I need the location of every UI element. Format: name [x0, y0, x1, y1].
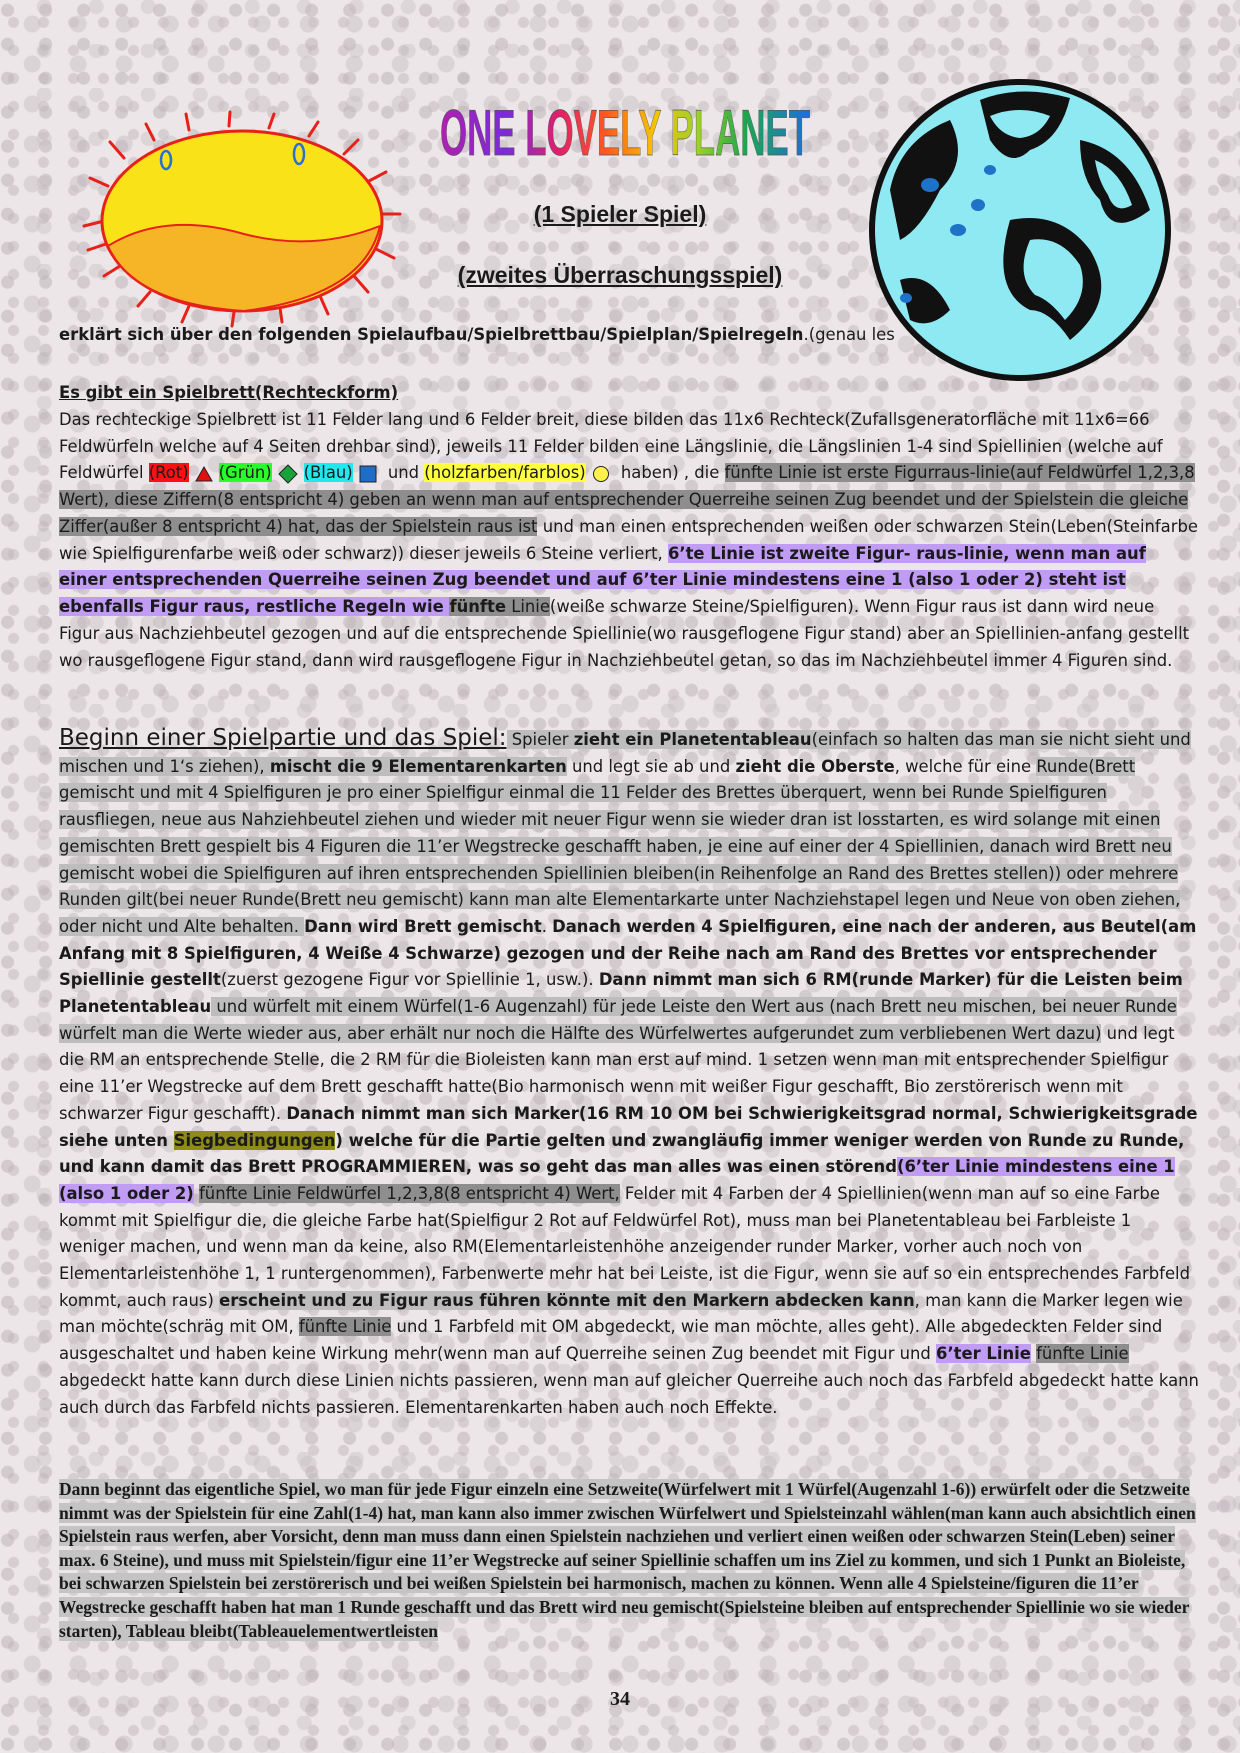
- intro-rest: .(genau les: [803, 325, 895, 344]
- intro-bold: erklärt sich über den folgenden Spielaufbau/Spielbrettbau/Spielplan/Spielregeln: [59, 325, 804, 344]
- highlight-6ter-linie: (6’ter Linie mindestens eine 1 (also 1 oder 2): [59, 1157, 1175, 1203]
- color-label-holz: (holzfarben/farblos): [424, 463, 586, 483]
- one-lovely-planet-logo: [430, 88, 820, 170]
- yellow-circle-icon: [592, 465, 610, 483]
- svg-text:ONE LOVELY PLANET: ONE LOVELY PLANET: [440, 96, 811, 170]
- highlight-fuenfte-linie-wert: fünfte Linie Feldwürfel 1,2,3,8(8 entspricht 4) Wert,: [199, 1183, 620, 1203]
- text-run: und 1 Farbfeld mit OM abgedeckt, wie man möchte, alles geht). Alle abgedeckten Felder sind ausgeschaltet und haben keine Wirkung mehr(wenn man auf Querreihe seinen Zug beendet mit Figur und: [59, 1317, 1163, 1364]
- color-label-gruen: (Grün): [218, 463, 272, 483]
- text-run: (weiße schwarze Steine/Spielfiguren). Wenn Figur raus ist dann wird neue Figur aus Nachziehbeutel gezogen und auf die entsprechende Spiellinie(wo rausgeflogene Figur stand) aber an Spiellinien-anfang gestellt wo rausgeflogene Figur stand, dann wird rausgeflogene Figur in Nachziehbeutel getan, so das im Nachziehbeutel immer 4 Figuren sind.: [59, 597, 1190, 670]
- green-diamond-icon: [278, 464, 298, 484]
- highlight-fuenfte-linie: fünfte Linie ist erste Figurraus-linie(auf Feldwürfel 1,2,3,8 Wert), diese Ziffern(8 entspricht 4) geben an wenn man auf entsprechender Querreihe seinen Zug beendet und der Spielstein die gleiche Ziffer(außer 8 entspricht 4) hat, das der Spielstein raus ist: [59, 463, 1195, 536]
- section-heading-spielbrett: Es gibt ein Spielbrett(Rechteckform): [59, 383, 399, 402]
- text-run: haben) , die: [615, 463, 725, 483]
- highlight-6te-linie: 6’te Linie ist zweite Figur- raus-linie, wenn man auf einer entsprechenden Querreihe seinen Zug beendet und auf 6’ter Linie mindestens eine 1 (also 1 oder 2) steht ist ebenfalls Figur raus, restliche Regeln wie: [59, 543, 1146, 616]
- text-run: und würfelt mit einem Würfel(1-6 Augenzahl) für jede Leiste den Wert aus (nach Brett neu mischen, bei neuer Runde würfelt man die Werte wieder aus, aber erhält nur noch die Hälfte des Würfelwertes aufgerundet zum verbliebenen Wert dazu): [59, 997, 1177, 1043]
- text-run: oder mehrere Runden gilt(bei neuer Runde(Brett neu gemischt) kann man alte Elementarkarte unter Nachziehstapel legen und Neue von oben ziehen, oder nicht und Alte behalten.: [59, 863, 1181, 936]
- paragraph-eigentliches-spiel: [59, 1478, 1199, 1643]
- highlight-fuenfte-linie-3: fünfte Linie: [1036, 1344, 1129, 1364]
- color-label-rot: (Rot): [148, 463, 189, 483]
- text-run: , welche für eine: [894, 756, 1037, 776]
- text-run: Runde(Brett gemischt und mit 4 Spielfiguren je pro einer Spielfigur einmal die 11 Felder des Brettes überquert, wenn bei Runde Spielfiguren rausfliegen, neue aus Nahziehbeutel ziehen und wieder mit neuer Figur wenn sie wieder dran ist losstarten, es wird solange mit einen gemischten Brett gespielt bis 4 Figuren die 11’er Wegstrecke geschafft haben, je eine auf einer der 4 Spiellinien, danach wird Brett neu gemischt wobei die Spielfiguren auf ihren entsprechenden Spiellinien bleiben(in Reihenfolge an Rand des Brettes stellen)): [59, 756, 1172, 883]
- paragraph-spielpartie: [59, 725, 1199, 1421]
- intro-line: [59, 322, 1199, 349]
- text-run: und legt sie ab und: [566, 756, 736, 776]
- text-run: Danach werden 4 Spielfiguren, eine nach der anderen, aus Beutel(am Anfang mit 8 Spielfiguren, 4 Weiße 4 Schwarze) gezogen und der Reihe nach am Rand des Brettes vor entsprechender Spiellinie gestellt: [59, 916, 1197, 990]
- text-run: erscheint und zu Figur raus führen könnte mit den Markern abdecken kann: [219, 1290, 915, 1310]
- text-run: , man kann die Marker legen wie man möchte(schräg mit OM,: [59, 1290, 1183, 1337]
- text-run: ) welche für die Partie gelten und zwangläufig immer weniger werden von Runde zu Runde, und kann damit das Brett PROGRAMMIEREN, was so geht das man alles was einen störend: [59, 1130, 1185, 1177]
- text-run: Dann wird Brett gemischt: [304, 916, 542, 936]
- blue-square-icon: [359, 465, 377, 483]
- text-run: zieht ein Planetentableau: [573, 730, 812, 749]
- text-run: Dann nimmt man sich 6 RM(runde Marker) für die Leisten beim Planetentableau: [59, 970, 1183, 1017]
- serif-paragraph-text: Dann beginnt das eigentliche Spiel, wo man für jede Figur einzeln eine Setzweite(Würfelwert mit 1 Würfel(Augenzahl 1-6)) erwürfelt oder die Setzweite nimmt was der Spielstein für eine Zahl(1-4) hat, man kann also immer zwischen Würfelwert und Spielsteinzahl wählen(man kann auch absichtlich einen Spielstein raus werfen, aber Vorsicht, denn man muss dann einen Spielstein nachziehen und verliert einen weißen oder schwarzen Stein(Leben) seiner max. 6 Steine), und muss mit Spielstein/figur eine 11’er Wegstrecke auf seiner Spiellinie schaffen um ins Ziel zu kommen, und sich 1 Punkt an Bioleiste, bei schwarzen Spielstein bei zerstörerisch und bei weißen Spielstein bei harmonisch, machen zu können. Wenn alle 4 Spielsteine/figuren die 11’er Wegstrecke geschafft haben hat man 1 Runde geschafft und das Brett wird neu gemischt(Spielsteine bleiben auf entsprechender Spiellinie wo sie wieder starten), Tableau bleibt(Tableauelementwertleisten: [59, 1479, 1196, 1641]
- text-run: (zuerst gezogene Figur vor Spiellinie 1, usw.).: [220, 970, 599, 990]
- page-number: 34: [610, 1688, 630, 1710]
- text-run: Spieler: [506, 730, 574, 749]
- paragraph-spielbrett: [59, 380, 1199, 674]
- highlight-fuenfte: fünfte: [449, 597, 506, 616]
- highlight-linie: Linie: [506, 597, 550, 616]
- text-run: und: [382, 463, 425, 483]
- text-run: mischt die 9 Elementarenkarten: [269, 756, 567, 776]
- section-heading-spielpartie: Beginn einer Spielpartie und das Spiel:: [59, 725, 507, 751]
- highlight-fuenfte-linie-2: fünfte Linie: [298, 1317, 392, 1337]
- text-run: Felder mit 4 Farben der 4 Spiellinien(wenn man auf so eine Farbe kommt mit Spielfigur die, die gleiche Farbe hat(Spielfigur 2 Rot auf Feldwürfel Rot), muss man bei Planetentableau bei Farbleiste 1 weniger machen, und wenn man da keine, also RM(Elementarleistenhöhe anzeigender runder Marker, vorher auch noch von Elementarleistenhöhe 1, 1 runtergenommen), Farbenwerte mehr hat bei Leiste, ist die Figur, wenn sie auf so ein entsprechendes Farbfeld kommt, auch raus): [59, 1183, 1190, 1310]
- text-run: Danach nimmt man sich Marker(16 RM 10 OM bei Schwierigkeitsgrad normal, Schwierigkeitsgrade siehe unten: [59, 1103, 1198, 1150]
- text-run: und man einen entsprechenden weißen oder schwarzen Stein(Leben(Steinfarbe wie Spielfigurenfarbe weiß oder schwarz)) dieser jeweils 6 Steine verliert,: [59, 516, 1198, 563]
- text-run: Das rechteckige Spielbrett ist 11 Felder lang und 6 Felder breit, diese bilden das 11x6 Rechteck(Zufallsgeneratorfläche mit 11x6=66 Feldwürfeln welche auf 4 Seiten drehbar sind), jeweils 11 Felder bilden eine Längslinie, die Längslinien 1-4 sind Spiellinien (welche auf Feldwürfel: [59, 409, 1163, 483]
- color-label-blau: (Blau): [303, 463, 353, 483]
- title-2: (zweites Überraschungsspiel): [457, 262, 783, 288]
- text-run: zieht die Oberste: [735, 756, 895, 776]
- text-run: .: [541, 916, 553, 936]
- text-run: und legt die RM an entsprechende Stelle, die 2 RM für die Bioleisten kann man erst auf mind. 1 setzen wenn man mit entsprechender Spielfigur eine 11’er Wegstrecke auf dem Brett geschafft hatte(Bio harmonisch wenn mit weißer Figur geschafft, Bio zerstörerisch wenn mit schwarzer Figur geschafft).: [59, 1023, 1175, 1123]
- title-1: (1 Spieler Spiel): [533, 201, 707, 227]
- red-triangle-icon: [195, 466, 213, 482]
- highlight-siegbedingungen: Siegbedingungen: [173, 1130, 336, 1150]
- text-run: (einfach so halten das man sie nicht sieht und mischen und 1‘s ziehen),: [59, 730, 1191, 776]
- text-run: abgedeckt hatte kann durch diese Linien nichts passieren, wenn man auf gleicher Querreihe auch noch das Farbfeld abgedeckt hatte kann auch durch das Farbfeld nichts passieren. Elementarenkarten haben auch noch Effekte.: [59, 1370, 1199, 1417]
- highlight-6ter-linie-2: 6’ter Linie: [936, 1344, 1031, 1364]
